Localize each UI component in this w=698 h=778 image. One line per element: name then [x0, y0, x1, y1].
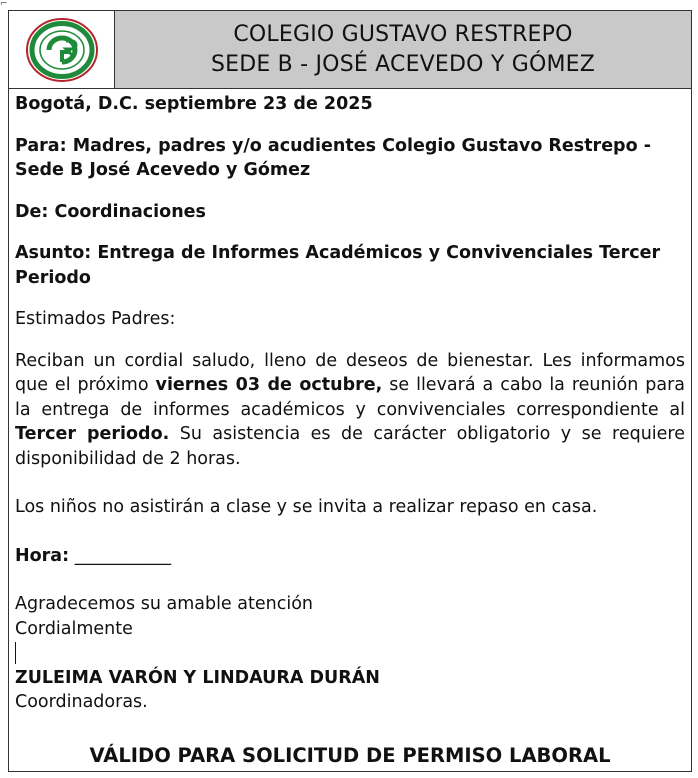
hora-blank: ___________: [74, 545, 171, 566]
letter-header: [9, 11, 691, 89]
letter-greeting: Estimados Padres:: [15, 309, 176, 329]
footer-validity-note: VÁLIDO PARA SOLICITUD DE PERMISO LABORAL: [89, 744, 611, 767]
letter-main-paragraph: [15, 349, 685, 472]
children-note: Los niños no asistirán a clase y se invita a realizar repaso en casa.: [15, 497, 598, 517]
letter-recipients: Para: Madres, padres y/o acudientes Colegio Gustavo Restrepo - Sede B José Acevedo y Gómez: [15, 135, 651, 180]
body-text-3: Su asistencia es de carácter obligatorio y se requiere disponibilidad de 2 horas.: [15, 424, 685, 469]
letter-sender: De: Coordinaciones: [15, 201, 206, 222]
text-cursor-line[interactable]: [15, 641, 685, 666]
hora-label: Hora:: [15, 545, 70, 566]
text-cursor: [15, 642, 16, 664]
school-branch-line: SEDE B - JOSÉ ACEVEDO Y GÓMEZ: [210, 51, 596, 77]
thanks-line: Agradecemos su amable atención: [15, 594, 313, 614]
school-logo: [25, 17, 99, 83]
body-text-2: se llevará a cabo la reunión para la entrega de informes académicos y convivenciales correspondiente al: [15, 375, 685, 420]
closing-line: Cordialmente: [15, 618, 133, 639]
school-logo-cell: [9, 11, 115, 88]
letter-subject: Asunto: Entrega de Informes Académicos y Convivenciales Tercer Periodo: [15, 243, 661, 288]
anchor-mark: ⌐: [0, 0, 8, 9]
school-title: [115, 11, 691, 88]
body-text-1: Reciban un cordial saludo, lleno de deseos de bienestar. Les informamos que el próximo: [15, 350, 685, 395]
letter-date: Bogotá, D.C. septiembre 23 de 2025: [15, 94, 373, 114]
letter-sheet: [8, 10, 692, 772]
meeting-date: viernes 03 de octubre,: [155, 375, 383, 395]
signers: ZULEIMA VARÓN Y LINDAURA DURÁN: [15, 667, 380, 688]
hora-line: [15, 544, 685, 569]
school-name-line: COLEGIO GUSTAVO RESTREPO: [233, 21, 573, 47]
letter-body: [9, 92, 691, 715]
period-name: Tercer periodo.: [15, 424, 170, 444]
signers-role: Coordinadoras.: [15, 692, 148, 712]
